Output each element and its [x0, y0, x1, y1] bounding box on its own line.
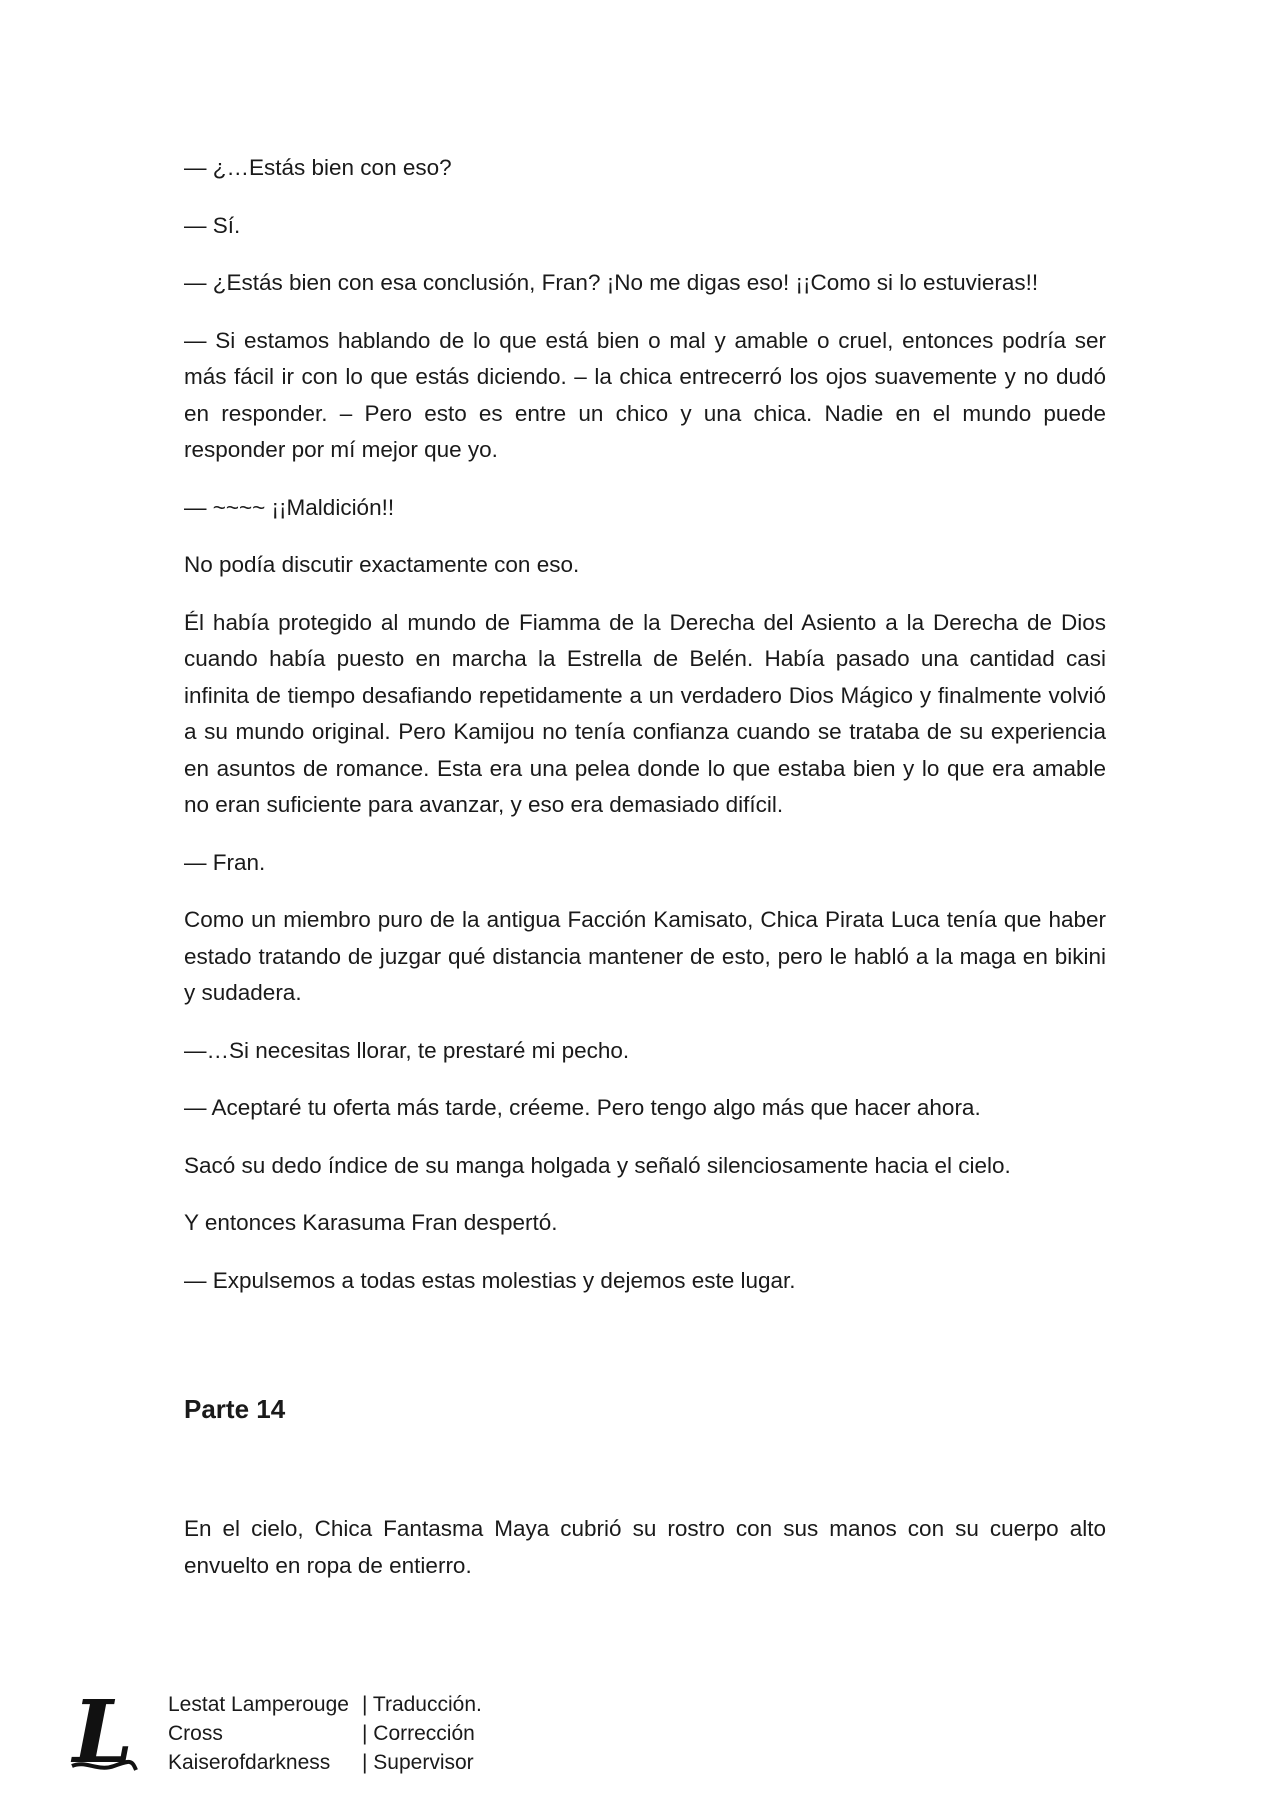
paragraph: — Aceptaré tu oferta más tarde, créeme. Pero tengo algo más que hacer ahora. [184, 1095, 981, 1120]
credit-row [168, 1690, 482, 1719]
gothic-l-logo [68, 1690, 138, 1774]
paragraph: —…Si necesitas llorar, te prestaré mi pecho. [184, 1037, 630, 1063]
credit-role: | Traducción. [362, 1693, 482, 1716]
paragraph: Él había protegido al mundo de Fiamma de la Derecha del Asiento a la Derecha de Dios cuando había puesto en marcha la Estrella de Belén. Había pasado una cantidad casi infinita de tiempo desafiando repetidamente a un verdadero Dios Mágico y finalmente volvió a su mundo original. Pero Kamijou no tenía confianza cuando se trataba de su experiencia en asuntos de romance. Esta era una pelea donde lo que estaba bien y lo que era amable no eran suficiente para avanzar, y eso era demasiado difícil. [184, 609, 1106, 817]
credits-footer [68, 1690, 668, 1790]
credit-role: | Corrección [362, 1722, 475, 1745]
paragraph: — Sí. [184, 212, 241, 238]
credit-row [168, 1748, 482, 1777]
credits-list [168, 1690, 482, 1777]
credit-name: Kaiserofdarkness [168, 1751, 331, 1774]
paragraph: — Expulsemos a todas estas molestias y dejemos este lugar. [184, 1267, 796, 1293]
paragraph: — ~~~~ ¡¡Maldición!! [184, 494, 395, 520]
credit-name: Cross [168, 1722, 223, 1745]
section-heading: Parte 14 [184, 1394, 286, 1424]
credit-role: | Supervisor [362, 1751, 474, 1774]
page-body [184, 150, 1106, 1320]
paragraph: Y entonces Karasuma Fran despertó. [184, 1210, 558, 1235]
paragraph: Como un miembro puro de la antigua Facción Kamisato, Chica Pirata Luca tenía que haber estado tratando de juzgar qué distancia mantener de esto, pero le habló a la maga en bikini y sudadera. [184, 907, 1106, 1005]
svg-text:L: L [72, 1690, 134, 1774]
paragraph: — Fran. [184, 849, 266, 875]
paragraph: Sacó su dedo índice de su manga holgada y señaló silenciosamente hacia el cielo. [184, 1152, 1011, 1178]
credit-name: Lestat Lamperouge [168, 1693, 349, 1716]
paragraph: No podía discutir exactamente con eso. [184, 552, 580, 577]
credit-row [168, 1719, 482, 1748]
section-body [184, 1511, 1106, 1605]
paragraph: — ¿…Estás bien con eso? [184, 155, 452, 180]
paragraph: En el cielo, Chica Fantasma Maya cubrió su rostro con sus manos con su cuerpo alto envuelto en ropa de entierro. [184, 1516, 1106, 1578]
paragraph: — ¿Estás bien con esa conclusión, Fran? ¡No me digas eso! ¡¡Como si lo estuvieras!! [184, 270, 1039, 295]
paragraph: — Si estamos hablando de lo que está bien o mal y amable o cruel, entonces podría ser más fácil ir con lo que estás diciendo. – la chica entrecerró los ojos suavemente y no dudó en responder. – Pero esto es entre un chico y una chica. Nadie en el mundo puede responder por mí mejor que yo. [184, 327, 1106, 462]
